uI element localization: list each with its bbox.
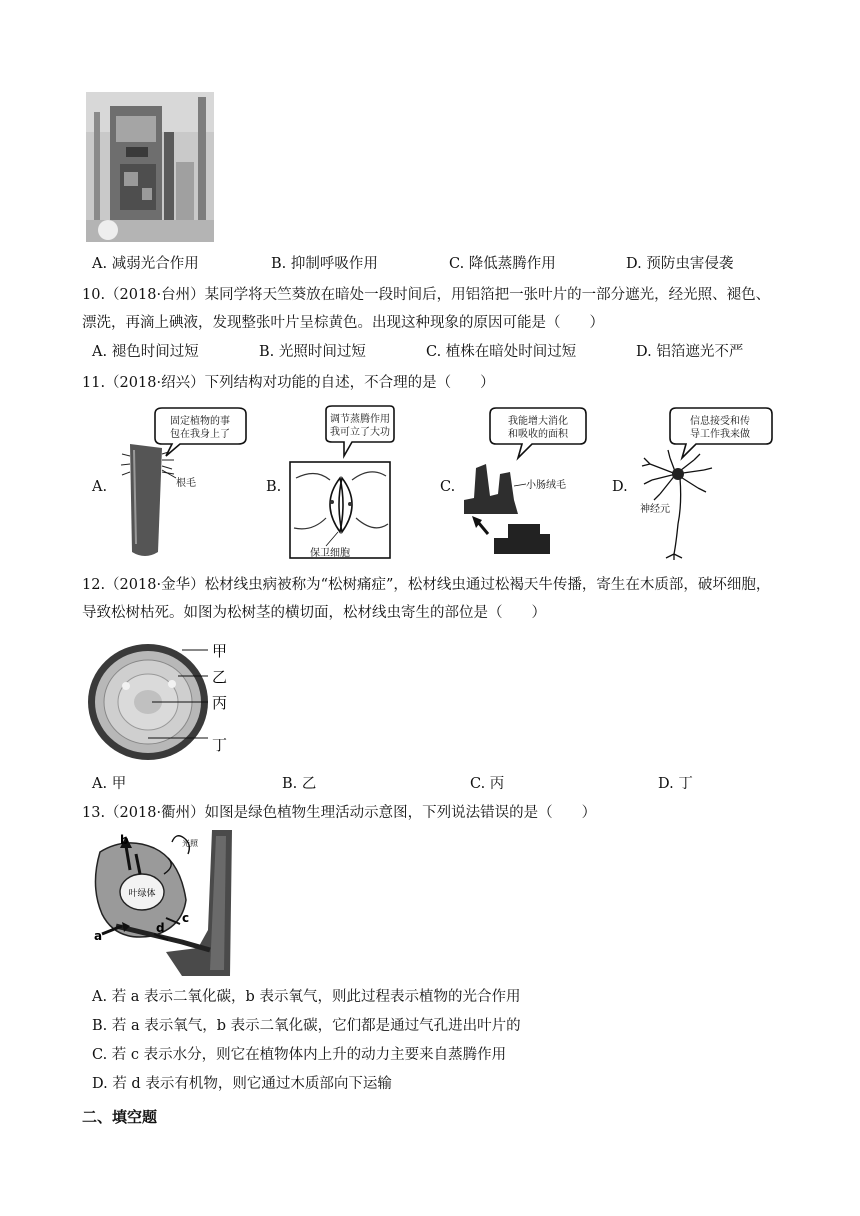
- q11-bubble-c-line2: 和吸收的面积: [508, 429, 568, 440]
- q11-label-root-hair: 根毛: [176, 478, 196, 489]
- q12-label-yi: 乙: [212, 668, 228, 686]
- q11-bubble-a-line1: 固定植物的事: [170, 416, 230, 427]
- q9-option-b: B. 抑制呼吸作用: [271, 256, 378, 272]
- q12-label-ding: 丁: [212, 736, 228, 754]
- q11-option-a-letter: A.: [92, 479, 108, 495]
- q10-stem-line2: 漂洗，再滴上碘液，发现整张叶片呈棕黄色。出现这种现象的原因可能是（ ）: [82, 315, 604, 331]
- q13-label-chloroplast: 叶绿体: [128, 889, 156, 899]
- q11-bubble-d-line1: 信息接受和传: [690, 416, 750, 427]
- q13-option-c: C. 若 c 表示水分，则它在植物体内上升的动力主要来自蒸腾作用: [92, 1047, 507, 1063]
- q12-option-c: C. 丙: [470, 776, 505, 792]
- q11-label-guard-cell: 保卫细胞: [310, 548, 350, 559]
- q10-option-a: A. 褪色时间过短: [92, 344, 199, 360]
- q13-stem: 13.（2018·衢州）如图是绿色植物生理活动示意图，下列说法错误的是（ ）: [82, 805, 597, 821]
- q12-stem-cross-section-figure: [86, 638, 246, 764]
- q11-bubble-b-line1: 调节蒸腾作用: [330, 414, 390, 425]
- q12-label-bing: 丙: [212, 694, 228, 712]
- q11-option-d-letter: D.: [612, 479, 628, 495]
- q10-option-d: D. 铝箔遮光不严: [636, 344, 744, 360]
- q13-label-a: a: [94, 929, 103, 943]
- q11-root-hair-figure: [110, 404, 260, 560]
- q11-guard-cell-figure: [286, 404, 396, 560]
- q11-option-b-letter: B.: [266, 479, 282, 495]
- q11-villi-figure: [458, 404, 598, 560]
- q10-option-c: C. 植株在暗处时间过短: [426, 344, 577, 360]
- section-heading-fill-blank: 二、填空题: [82, 1108, 158, 1126]
- q12-stem-line1: 12.（2018·金华）松材线虫病被称为“松树痛症”，松材线虫通过松褐天牛传播，寄生在木质部，破坏细胞，: [82, 577, 771, 593]
- q11-option-c-letter: C.: [440, 479, 456, 495]
- q11-bubble-c-line1: 我能增大消化: [508, 416, 568, 427]
- q12-option-d: D. 丁: [658, 776, 693, 792]
- q11-neuron-figure: [630, 404, 780, 560]
- q12-option-a: A. 甲: [92, 776, 127, 792]
- q13-option-d: D. 若 d 表示有机物，则它通过木质部向下运输: [92, 1076, 392, 1092]
- q12-option-b: B. 乙: [282, 776, 317, 792]
- q13-label-light: 光照: [182, 839, 198, 848]
- q11-bubble-b-line2: 我可立了大功: [330, 427, 390, 438]
- q13-plant-physiology-figure: [86, 830, 238, 976]
- q13-label-c: c: [182, 911, 190, 925]
- q13-label-d: d: [156, 921, 165, 935]
- q13-label-b: b: [120, 833, 129, 847]
- q9-photo-figure: [86, 92, 214, 242]
- q11-bubble-a-line2: 包在我身上了: [170, 429, 230, 440]
- q10-option-b: B. 光照时间过短: [259, 344, 366, 360]
- q13-option-a: A. 若 a 表示二氧化碳，b 表示氧气，则此过程表示植物的光合作用: [92, 989, 521, 1005]
- q11-stem: 11.（2018·绍兴）下列结构对功能的自述，不合理的是（ ）: [82, 375, 495, 391]
- q10-stem-line1: 10.（2018·台州）某同学将天竺葵放在暗处一段时间后，用铝箔把一张叶片的一部分遮光，经光照、褪色、: [82, 287, 771, 303]
- q9-option-a: A. 减弱光合作用: [92, 256, 199, 272]
- q12-label-jia: 甲: [212, 642, 228, 660]
- q11-label-neuron: 神经元: [640, 504, 670, 515]
- q11-bubble-d-line2: 导工作我来做: [690, 429, 750, 440]
- q9-option-c: C. 降低蒸腾作用: [449, 256, 556, 272]
- q9-option-d: D. 预防虫害侵袭: [626, 256, 734, 272]
- q12-stem-line2: 导致松树枯死。如图为松树茎的横切面，松材线虫寄生的部位是（ ）: [82, 605, 546, 621]
- q13-option-b: B. 若 a 表示氧气，b 表示二氧化碳，它们都是通过气孔进出叶片的: [92, 1018, 521, 1034]
- q11-label-villi: 小肠绒毛: [526, 480, 566, 491]
